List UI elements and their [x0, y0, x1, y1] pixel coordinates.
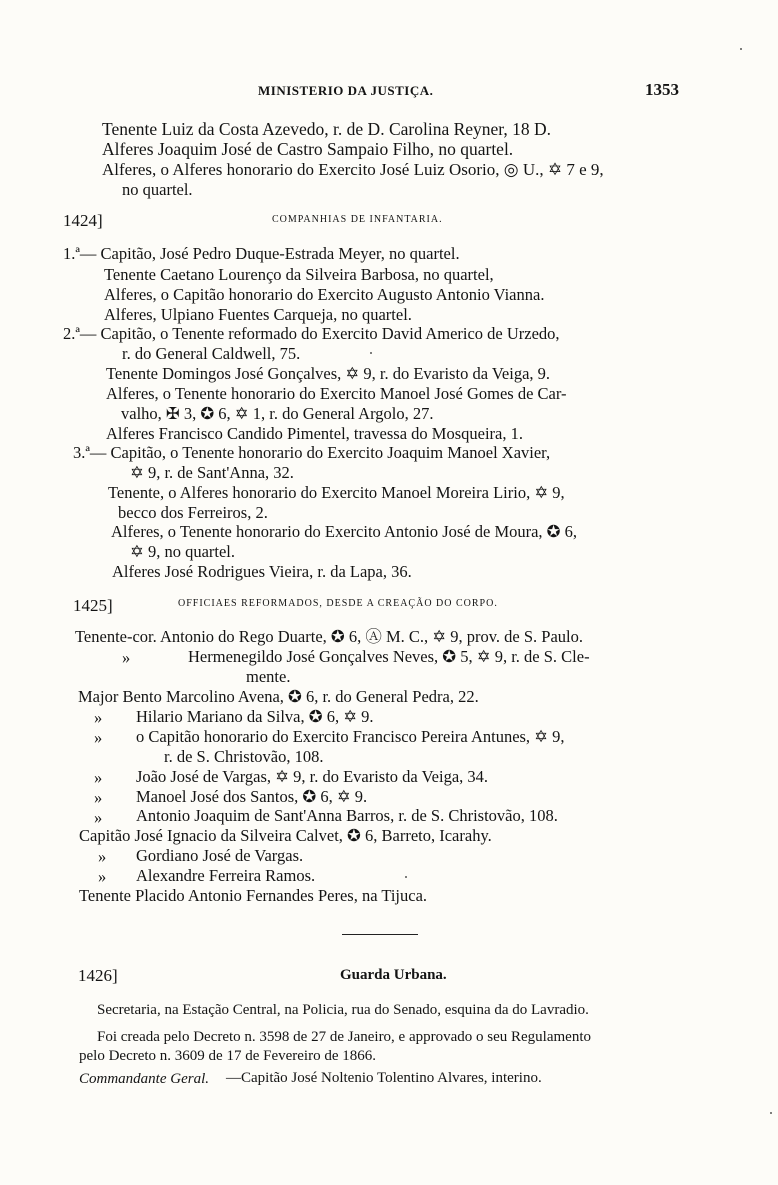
text-line: Tenente Caetano Lourenço da Silveira Barbosa, no quartel,: [104, 265, 494, 284]
print-speck: [370, 352, 372, 354]
print-speck: [405, 876, 407, 878]
text-line: Foi creada pelo Decreto n. 3598 de 27 de Janeiro, e approvado o seu Regulamento: [97, 1029, 592, 1045]
text-line: becco dos Ferreiros, 2.: [118, 503, 268, 522]
text-line: Tenente Luiz da Costa Azevedo, r. de D. Carolina Reyner, 18 D.: [102, 119, 552, 139]
text-line: Tenente Domingos José Gonçalves, ✡ 9, r. do Evaristo da Veiga, 9.: [106, 364, 551, 383]
text-line: Capitão José Ignacio da Silveira Calvet, ✪ 6, Barreto, Icarahy.: [79, 826, 492, 845]
ditto-mark: »: [94, 768, 103, 787]
running-header-title: MINISTERIO DA JUSTIÇA.: [258, 83, 434, 98]
text-line: Gordiano José de Vargas.: [136, 846, 304, 865]
text-line: Alferes José Rodrigues Vieira, r. da Lapa, 36.: [112, 562, 412, 581]
text-line: 2.ª— Capitão, o Tenente reformado do Exercito David Americo de Urzedo,: [63, 324, 560, 343]
text-line: Alferes Francisco Candido Pimentel, travessa do Mosqueira, 1.: [106, 424, 523, 443]
text-line: Manoel José dos Santos, ✪ 6, ✡ 9.: [136, 787, 368, 806]
divider-rule: [342, 934, 418, 935]
text-line: —Capitão José Noltenio Tolentino Alvares, interino.: [226, 1070, 542, 1086]
text-line: r. do General Caldwell, 75.: [122, 344, 301, 363]
section-number: 1426]: [78, 966, 118, 985]
text-line: Alferes, Ulpiano Fuentes Carqueja, no quartel.: [104, 305, 412, 324]
text-line: o Capitão honorario do Exercito Francisco Pereira Antunes, ✡ 9,: [136, 727, 565, 746]
text-line: pelo Decreto n. 3609 de 17 de Fevereiro de 1866.: [79, 1048, 376, 1064]
text-line: Alexandre Ferreira Ramos.: [136, 866, 316, 885]
text-line: ✡ 9, no quartel.: [130, 542, 236, 561]
text-line-italic: Commandante Geral.: [79, 1071, 209, 1087]
section-title: COMPANHIAS DE INFANTARIA.: [272, 214, 443, 225]
text-line: Hilario Mariano da Silva, ✪ 6, ✡ 9.: [136, 707, 374, 726]
text-line: Tenente-cor. Antonio do Rego Duarte, ✪ 6, Ⓐ M. C., ✡ 9, prov. de S. Paulo.: [75, 627, 583, 646]
text-line: Tenente Placido Antonio Fernandes Peres, na Tijuca.: [79, 886, 428, 905]
text-line: Alferes, o Alferes honorario do Exercito José Luiz Osorio, ◎ U., ✡ 7 e 9,: [102, 160, 604, 179]
section-title: Guarda Urbana.: [340, 967, 447, 983]
text-line: Major Bento Marcolino Avena, ✪ 6, r. do General Pedra, 22.: [78, 687, 479, 706]
text-line: mente.: [246, 667, 291, 686]
text-line: Antonio Joaquim de Sant'Anna Barros, r. de S. Christovão, 108.: [136, 806, 558, 825]
section-number: 1425]: [73, 596, 113, 615]
text-line: 3.ª— Capitão, o Tenente honorario do Exercito Joaquim Manoel Xavier,: [73, 443, 551, 462]
ditto-mark: »: [98, 847, 107, 866]
text-line: João José de Vargas, ✡ 9, r. do Evaristo da Veiga, 34.: [136, 767, 489, 786]
text-line: 1.ª— Capitão, José Pedro Duque-Estrada Meyer, no quartel.: [63, 244, 460, 263]
ditto-mark: »: [98, 867, 107, 886]
section-number: 1424]: [63, 211, 103, 230]
text-line: no quartel.: [122, 180, 193, 199]
text-line: Alferes, o Tenente honorario do Exercito Manoel José Gomes de Car-: [106, 384, 567, 403]
text-line: ✡ 9, r. de Sant'Anna, 32.: [130, 463, 294, 482]
ditto-mark: »: [94, 728, 103, 747]
text-line: Hermenegildo José Gonçalves Neves, ✪ 5, ✡ 9, r. de S. Cle-: [188, 647, 590, 666]
text-line: Alferes Joaquim José de Castro Sampaio Filho, no quartel.: [102, 139, 514, 159]
text-line: Tenente, o Alferes honorario do Exercito Manoel Moreira Lirio, ✡ 9,: [108, 483, 565, 502]
ditto-mark: »: [122, 648, 131, 667]
ditto-mark: »: [94, 788, 103, 807]
ditto-mark: »: [94, 808, 103, 827]
section-title: OFFICIAES REFORMADOS, DESDE A CREAÇÃO DO CORPO.: [178, 598, 498, 609]
text-line: Secretaria, na Estação Central, na Policia, rua do Senado, esquina da do Lavradio.: [97, 1002, 589, 1018]
text-line: Alferes, o Capitão honorario do Exercito Augusto Antonio Vianna.: [104, 285, 545, 304]
page-number: 1353: [645, 80, 679, 99]
text-line: r. de S. Christovão, 108.: [164, 747, 324, 766]
ditto-mark: »: [94, 708, 103, 727]
print-speck: [740, 48, 742, 50]
text-line: Alferes, o Tenente honorario do Exercito Antonio José de Moura, ✪ 6,: [111, 522, 578, 541]
print-speck: [770, 1112, 772, 1114]
text-line: valho, ✠ 3, ✪ 6, ✡ 1, r. do General Argolo, 27.: [121, 404, 434, 423]
